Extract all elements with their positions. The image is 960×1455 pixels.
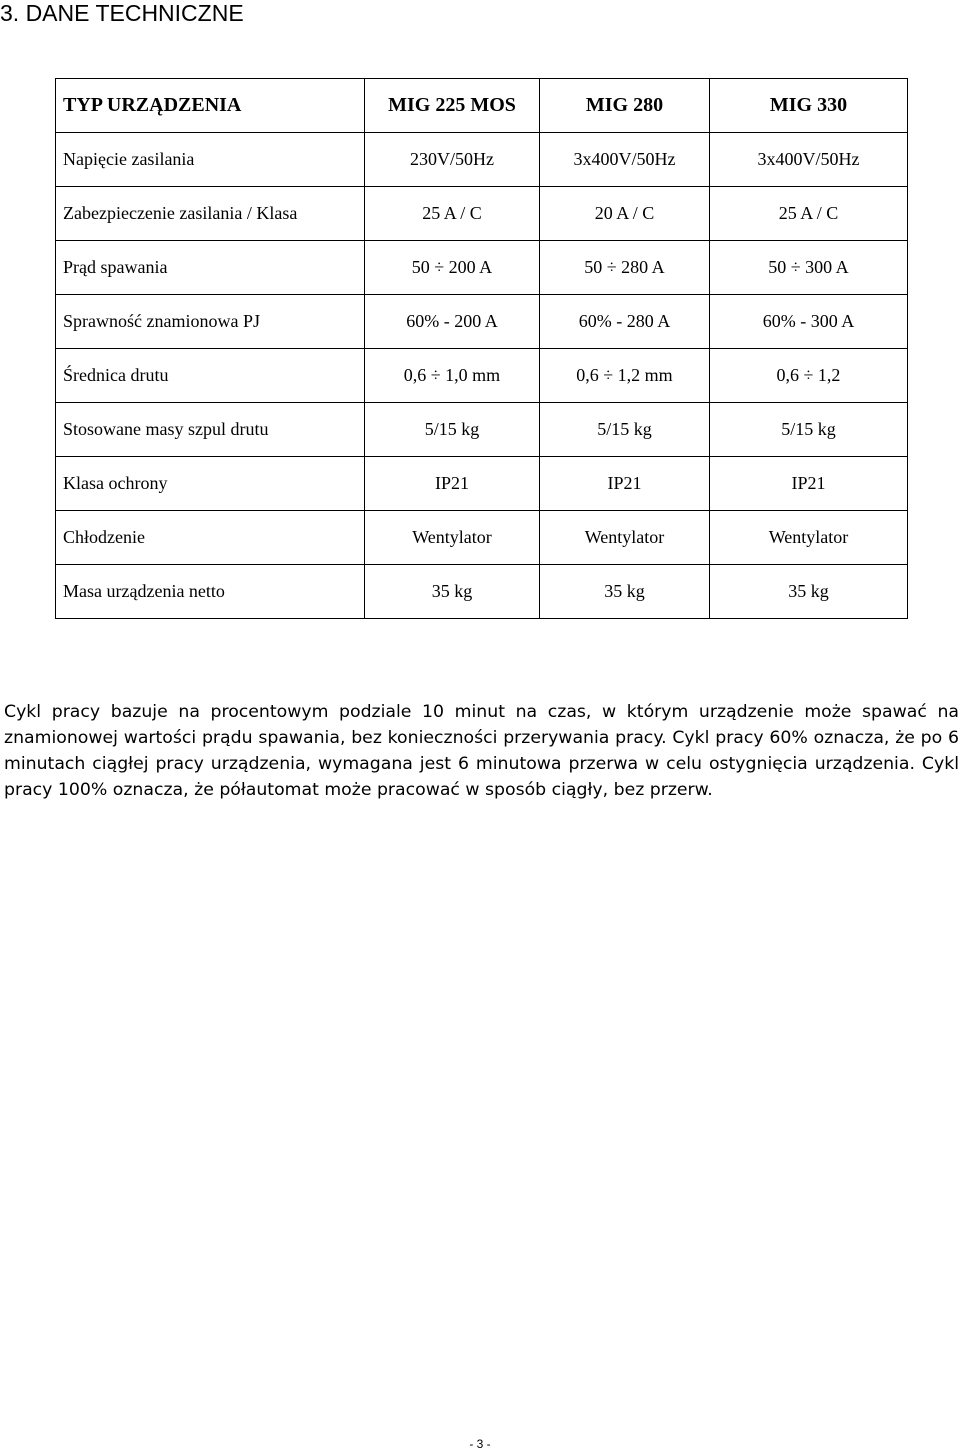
table-cell: 35 kg: [710, 565, 908, 619]
row-label: Napięcie zasilania: [56, 133, 365, 187]
row-label: Sprawność znamionowa PJ: [56, 295, 365, 349]
table-cell: Wentylator: [710, 511, 908, 565]
table-cell: 35 kg: [540, 565, 710, 619]
table-cell: 60% - 300 A: [710, 295, 908, 349]
table-cell: 3x400V/50Hz: [540, 133, 710, 187]
table-row: [56, 565, 908, 619]
row-label: Masa urządzenia netto: [56, 565, 365, 619]
header-model-mig-280: MIG 280: [540, 79, 710, 133]
table-cell: 5/15 kg: [710, 403, 908, 457]
table-cell: 60% - 200 A: [365, 295, 540, 349]
table-row: [56, 403, 908, 457]
table-cell: 0,6 ÷ 1,2: [710, 349, 908, 403]
table-cell: 50 ÷ 280 A: [540, 241, 710, 295]
table-cell: 25 A / C: [365, 187, 540, 241]
header-model-mig-330: MIG 330: [710, 79, 908, 133]
table-row: [56, 241, 908, 295]
table-row: [56, 133, 908, 187]
table-row: [56, 187, 908, 241]
table-row: [56, 349, 908, 403]
table-cell: 0,6 ÷ 1,0 mm: [365, 349, 540, 403]
header-device-type: TYP URZĄDZENIA: [56, 79, 365, 133]
table-cell: 5/15 kg: [540, 403, 710, 457]
table-cell: Wentylator: [365, 511, 540, 565]
table-cell: IP21: [540, 457, 710, 511]
table-cell: 5/15 kg: [365, 403, 540, 457]
table-cell: 0,6 ÷ 1,2 mm: [540, 349, 710, 403]
row-label: Stosowane masy szpul drutu: [56, 403, 365, 457]
row-label: Zabezpieczenie zasilania / Klasa: [56, 187, 365, 241]
row-label: Średnica drutu: [56, 349, 365, 403]
table-cell: 25 A / C: [710, 187, 908, 241]
table-cell: 35 kg: [365, 565, 540, 619]
table-cell: IP21: [710, 457, 908, 511]
table-header-row: [56, 79, 908, 133]
table-cell: 20 A / C: [540, 187, 710, 241]
row-label: Chłodzenie: [56, 511, 365, 565]
table-cell: IP21: [365, 457, 540, 511]
technical-data-table: [55, 78, 908, 619]
duty-cycle-paragraph: Cykl pracy bazuje na procentowym podziale 10 minut na czas, w którym urządzenie może spawać na znamionowej wartości prądu spawania, bez konieczności przerywania pracy. Cykl pracy 60% oznacza, że po 6 minutach ciągłej pracy urządzenia, wymagana jest 6 minutowa przerwa w celu ostygnięcia urządzenia. Cykl pracy 100% oznacza, że półautomat może pracować w sposób ciągły, bez przerw.: [4, 702, 959, 800]
section-heading: 3. DANE TECHNICZNE: [0, 0, 244, 26]
page-number: - 3 -: [469, 1437, 491, 1451]
table-cell: 50 ÷ 200 A: [365, 241, 540, 295]
table-cell: 230V/50Hz: [365, 133, 540, 187]
row-label: Prąd spawania: [56, 241, 365, 295]
table-cell: Wentylator: [540, 511, 710, 565]
table-row: [56, 457, 908, 511]
table-row: [56, 295, 908, 349]
table-row: [56, 511, 908, 565]
row-label: Klasa ochrony: [56, 457, 365, 511]
table-cell: 60% - 280 A: [540, 295, 710, 349]
table-cell: 50 ÷ 300 A: [710, 241, 908, 295]
header-model-mig-225-mos: MIG 225 MOS: [365, 79, 540, 133]
table-cell: 3x400V/50Hz: [710, 133, 908, 187]
